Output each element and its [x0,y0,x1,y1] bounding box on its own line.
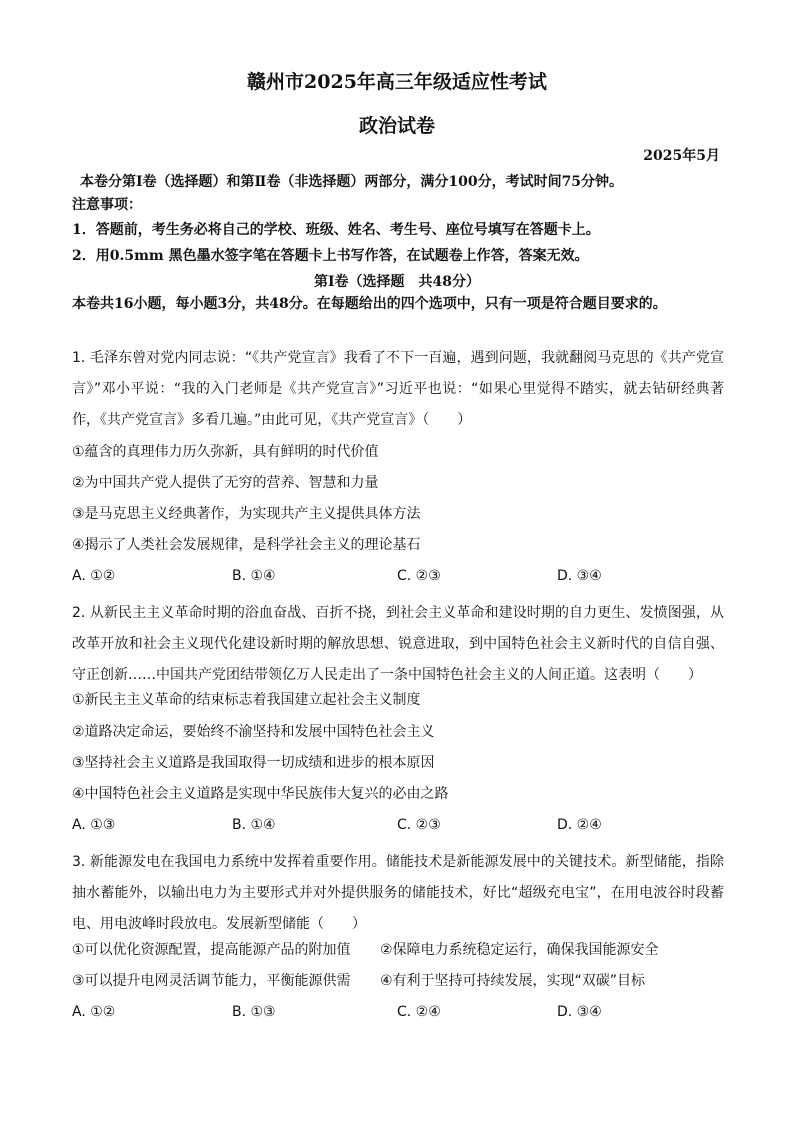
question-2-item-2: ②道路决定命运，要始终不渝坚持和发展中国特色社会主义 [72,724,435,740]
note-item-2: 2．用0.5mm 黑色墨水签字笔在答题卡上书写作答，在试题卷上作答，答案无效。 [72,248,589,264]
question-2-option-d[interactable]: D. ②④ [557,817,602,833]
question-1-option-b[interactable]: B. ①④ [232,568,276,584]
question-1-stem: 1. 毛泽东曾对党内同志说：“《共产党宣言》我看了不下一百遍，遇到问题，我就翻阅马克思的《共产党宣言》”邓小平说：“我的入门老师是《共产党宣言》”习近平也说：“如果心里觉得不踏实，就去钻研经典著作，《共产党宣言》多看几遍。”由此可见，《共产党宣言》（ ） [72,350,724,428]
question-2-stem: 2. 从新民主主义革命时期的浴血奋战、百折不挠，到社会主义革命和建设时期的自力更生、发愤图强，从改革开放和社会主义现代化建设新时期的解放思想、锐意进取，到中国特色社会主义新时代的自信自强、守正创新……中国共产党团结带领亿万人民走出了一条中国特色社会主义的人间正道。这表明（ ） [72,605,724,683]
question-3-option-c[interactable]: C. ②④ [397,1004,441,1020]
question-3-option-d[interactable]: D. ③④ [557,1004,602,1020]
question-2-option-a[interactable]: A. ①③ [72,817,116,833]
question-3-stem: 3. 新能源发电在我国电力系统中发挥着重要作用。储能技术是新能源发展中的关键技术。新型储能，指除抽水蓄能外，以输出电力为主要形式并对外提供服务的储能技术，好比“超级充电宝”，在用电波谷时段蓄电、用电波峰时段放电。发展新型储能（ ） [72,854,724,932]
section-description: 本卷共16小题，每小题3分，共48分。在每题给出的四个选项中，只有一项是符合题目要求的。 [72,296,667,312]
question-3-options [72,1002,722,1022]
question-1-option-d[interactable]: D. ③④ [557,568,602,584]
question-3-item-3: ③可以提升电网灵活调节能力，平衡能源供需 [72,973,351,989]
exam-subject-title: 政治试卷 [358,115,435,137]
question-2-options [72,815,722,835]
question-3-option-b[interactable]: B. ①③ [232,1004,276,1020]
question-2-item-4: ④中国特色社会主义道路是实现中华民族伟大复兴的必由之路 [72,786,449,802]
question-1-item-3: ③是马克思主义经典著作，为实现共产主义提供具体方法 [72,506,421,522]
question-1-item-2: ②为中国共产党人提供了无穷的营养、智慧和力量 [72,475,379,491]
section-title: 第Ⅰ卷（选择题 共48分） [313,274,481,290]
question-3-option-a[interactable]: A. ①② [72,1004,116,1020]
question-2-option-c[interactable]: C. ②③ [397,817,441,833]
question-2-item-3: ③坚持社会主义道路是我国取得一切成绩和进步的根本原因 [72,755,435,771]
question-1-option-c[interactable]: C. ②③ [397,568,441,584]
question-3-item-2: ②保障电力系统稳定运行，确保我国能源安全 [380,942,659,958]
question-1-item-4: ④揭示了人类社会发展规律，是科学社会主义的理论基石 [72,537,421,553]
question-1-item-1: ①蕴含的真理伟力历久弥新，具有鲜明的时代价值 [72,444,379,460]
question-3-item-1: ①可以优化资源配置，提高能源产品的附加值 [72,942,351,958]
question-3-items-row-1 [72,940,722,960]
question-3-item-4: ④有利于坚持可持续发展，实现“双碳”目标 [380,973,646,989]
note-item-1: 1．答题前，考生务必将自己的学校、班级、姓名、考生号、座位号填写在答题卡上。 [72,222,600,238]
question-2-item-1: ①新民主主义革命的结束标志着我国建立起社会主义制度 [72,692,421,708]
exam-intro: 本卷分第Ⅰ卷（选择题）和第Ⅱ卷（非选择题）两部分，满分100分，考试时间75分钟。 [80,174,624,190]
question-2-option-b[interactable]: B. ①④ [232,817,276,833]
notes-title: 注意事项： [72,197,142,213]
question-3-items-row-2 [72,971,722,991]
exam-title: 赣州市2025年高三年级适应性考试 [247,71,547,93]
exam-date: 2025年5月 [643,148,720,164]
question-1-options [72,566,722,586]
question-1-option-a[interactable]: A. ①② [72,568,116,584]
